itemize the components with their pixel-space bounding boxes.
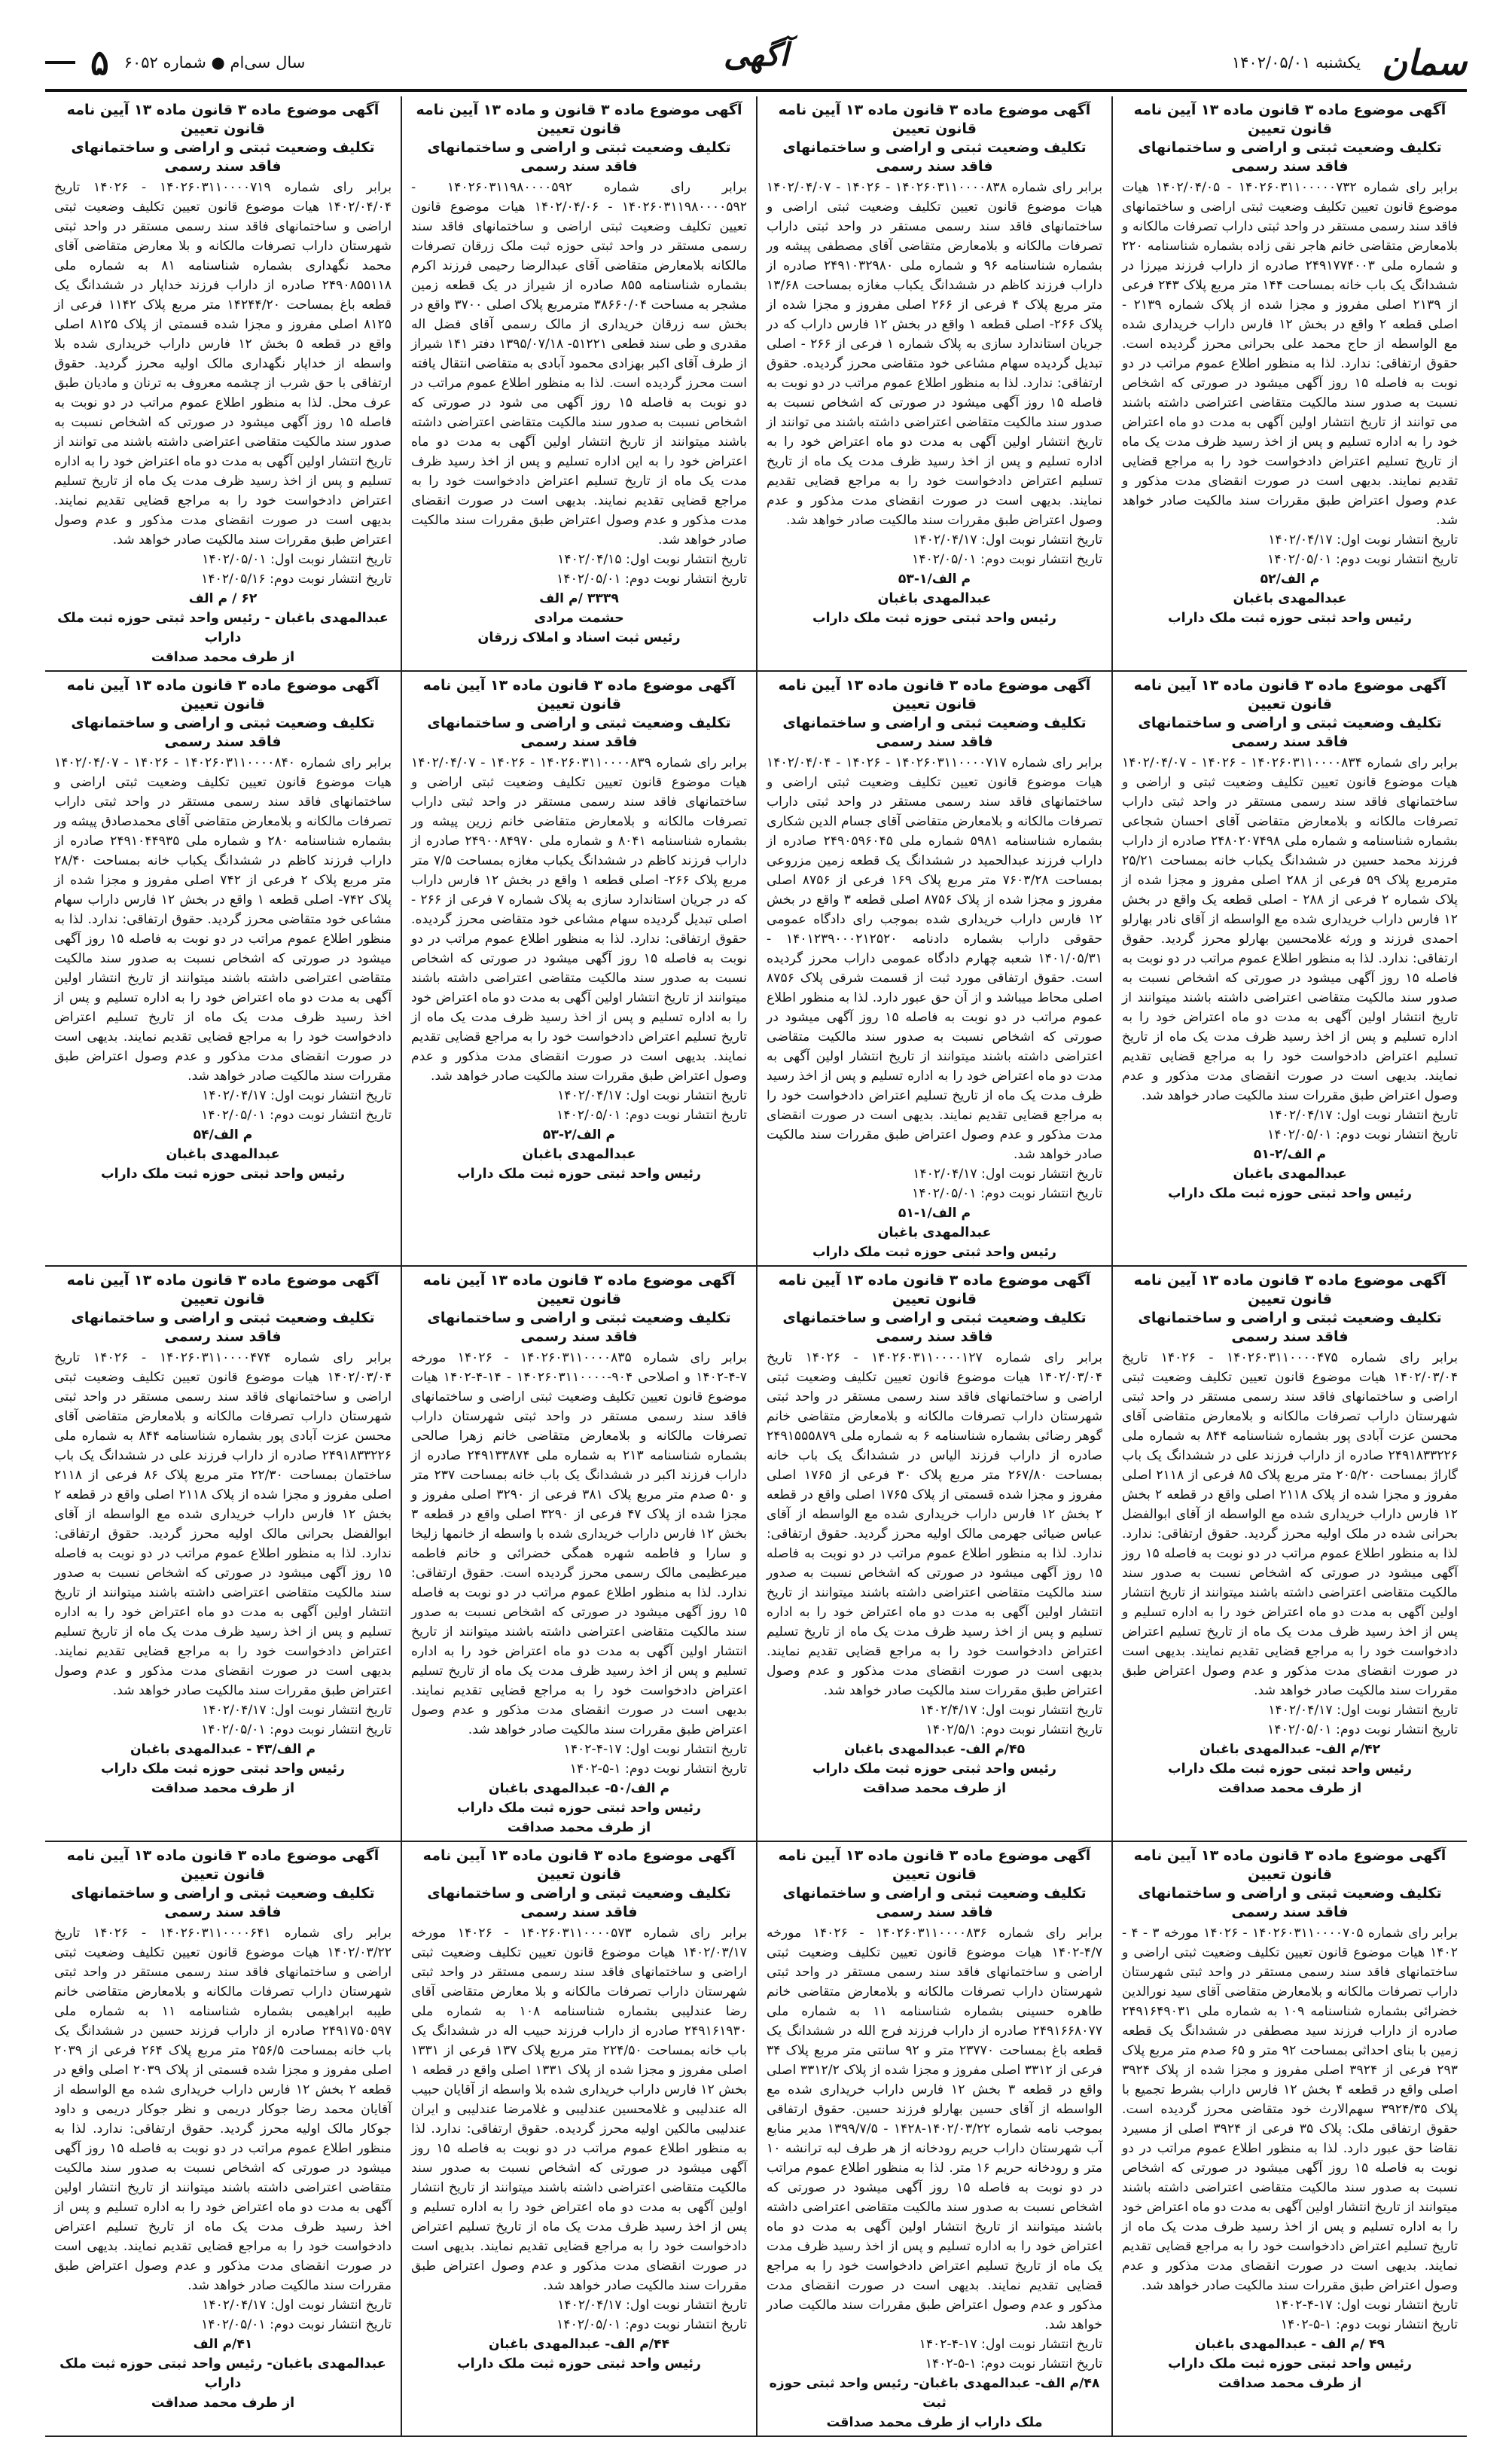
signatory-title: از طرف محمد صداقت xyxy=(151,1781,295,1796)
publish-date: تاریخ انتشار نوبت دوم: ۱۴۰۲/۰۵/۰۱ xyxy=(201,2317,392,2332)
ad-notice xyxy=(756,96,1111,672)
publish-date: تاریخ انتشار نوبت اول: ۱۴۰۲/۰۴/۱۷ xyxy=(913,532,1102,547)
ad-title: آگهی موضوع ماده ۳ قانون ماده ۱۳ آیین نامه قانون تعیین xyxy=(66,1272,380,1307)
signatory-title: از طرف محمد صداقت xyxy=(151,650,295,665)
publish-date: تاریخ انتشار نوبت دوم: ۱۴۰۲/۰۵/۱۶ xyxy=(201,572,392,587)
ad-code: م الف/۱-۵۳ xyxy=(898,572,971,587)
header-dash xyxy=(45,61,75,64)
publish-date: تاریخ انتشار نوبت اول: ۱۴۰۲/۰۴/۱۷ xyxy=(913,1167,1102,1182)
signatory-name: عبدالمهدی باغبان xyxy=(1233,1167,1347,1182)
ad-notice xyxy=(1111,672,1467,1267)
ad-notice xyxy=(756,1267,1111,1842)
ad-notice xyxy=(1111,96,1467,672)
header-right xyxy=(1232,42,1467,83)
ad-body: برابر رای شماره ۱۴۰۲۶۰۳۱۱۰۰۰۰۸۳۶ - ۱۴۰۲۶ مورخه ۴/۷-۱۴۰۲ هیات موضوع قانون تعیین تکلیف وضعیت ثبتی اراضی و ساختمانهای فاقد سند رسمی مستقر در واحد ثبتی شهرستان داراب تصرفات مالکانه و بلامعارض متقاضی خانم طاهره حسینی بشماره شناسنامه ۱۱ به شماره ملی ۲۴۹۱۶۶۸۰۷۷ صادره از داراب فرزند فرج الله در ششدانگ یک قطعه باغ بمساحت ۲۳۷۷۰ متر و ۹۲ سانتی متر مربع پلاک ۳۴ فرعی از ۳۳۱۲ اصلی مفروز و مجزا شده از پلاک ۳۳۱۲/۲ اصلی واقع در قطعه ۳ بخش ۱۲ فارس داراب خریداری شده مع الواسطه از آقای حسین بهارلو فرزند حسین. حقوق ارتفاقی بموجب نامه شماره ۱۴۰۲/۰۳/۲۲-۱۴۲۸ - ۱۳۹۹/۷/۵ مدیر منابع آب شهرستان داراب حریم رودخانه از هر طرف لبه ترانشه ۱۰ متر و رودخانه حریم ۱۶ متر. لذا به منظور اطلاع عموم مراتب در دو نوبت به فاصله ۱۵ روز آگهی میشود در صورتی که اشخاص نسبت به صدور سند مالکیت متقاضی اعتراضی داشته باشند میتوانند از تاریخ انتشار اولین آگهی به مدت دو ماه اعتراض خود را به اداره تسلیم و پس از اخذ رسید ظرف مدت یک ماه از تاریخ تسلیم اعتراض دادخواست خود را به مراجع قضایی تقدیم نمایند. بدیهی است در صورت انقضای مدت مذکور و عدم وصول اعتراض طبق مقررات سند مالکیت صادر خواهد شد. xyxy=(767,1926,1103,2332)
ad-body: برابر رای شماره ۱۴۰۲۶۰۳۱۱۰۰۰۰۷۱۷ - ۱۴۰۲۶ - ۱۴۰۲/۰۴/۰۴ هیات موضوع قانون تعیین تکلیف وضعیت ثبتی اراضی و ساختمانهای فاقد سند رسمی مستقر در واحد ثبتی داراب تصرفات مالکانه و بلامعارض متقاضی آقای جسام الدین شکاری بشماره شناسنامه ۵۹۸۱ شماره ملی ۲۴۹۰۵۹۶۰۴۵ صادره از داراب فرزند عبدالحمید در ششدانگ یک قطعه زمین مزروعی بمساحت ۷۶۰۳/۲۸ متر مربع پلاک ۱۶۹ فرعی از ۸۷۵۶ اصلی مفروز و مجزا شده از پلاک ۸۷۵۶ اصلی قطعه ۳ واقع در بخش ۱۲ فارس داراب خریداری شده بموجب رای دادگاه عمومی حقوقی داراب بشماره دادنامه ۱۴۰۱۲۳۹۰۰۰۲۱۲۵۲۰ - ۱۴۰۱/۰۵/۳۱ شعبه چهارم دادگاه عمومی داراب محرز گردیده است. حقوق ارتفاقی مورد ثبت از قسمت شرقی پلاک ۸۷۵۶ اصلی محاط میباشد و از آن حق عبور دارد. لذا به منظور اطلاع عموم مراتب در دو نوبت به فاصله ۱۵ روز آگهی میشود در صورتی که اشخاص نسبت به صدور سند مالکیت متقاضی اعتراضی داشته باشند میتوانند از تاریخ انتشار اولین آگهی به مدت دو ماه اعتراض خود را به اداره تسلیم و پس از اخذ رسید ظرف مدت یک ماه از تاریخ تسلیم اعتراض دادخواست خود را به مراجع قضایی تقدیم نمایند. بدیهی است در صورت انقضای مدت مذکور و عدم وصول اعتراض طبق مقررات سند مالکیت صادر خواهد شد. xyxy=(767,755,1102,1162)
signatory-title: رئیس واحد ثبتی حوزه ثبت ملک داراب xyxy=(812,1245,1056,1260)
newspaper-logo: سمان xyxy=(1382,42,1467,83)
publish-date: تاریخ انتشار نوبت دوم: ۱۴۰۲/۰۵/۰۱ xyxy=(1267,1722,1458,1737)
ad-title: آگهی موضوع ماده ۳ قانون ماده ۱۳ آیین نامه قانون تعیین xyxy=(422,1272,736,1307)
publish-date: تاریخ انتشار نوبت اول: ۱۴۰۲/۰۴/۱۷ xyxy=(1268,532,1458,547)
ad-code: م الف/۵۴ xyxy=(193,1127,253,1142)
publish-date: تاریخ انتشار نوبت دوم: ۱۴۰۲/۰۵/۰۱ xyxy=(556,1108,747,1123)
publish-date: تاریخ انتشار نوبت اول: ۱۷-۴-۱۴۰۲ xyxy=(1274,2298,1458,2313)
signatory-name: عبدالمهدی باغبان xyxy=(166,1147,280,1162)
ad-subtitle: تکلیف وضعیت ثبتی و اراضی و ساختمانهای فاقد سند رسمی xyxy=(71,139,375,175)
ad-subtitle: تکلیف وضعیت ثبتی و اراضی و ساختمانهای فاقد سند رسمی xyxy=(782,1885,1087,1920)
ad-body: برابر رای شماره ۱۴۰۲۶۰۳۱۱۰۰۰۰۷۰۵ - ۱۴۰۲۶ مورخه ۳ - ۴ - ۱۴۰۲ هیات موضوع قانون تعیین تکلیف وضعیت ثبتی اراضی و ساختمانهای فاقد سند رسمی مستقر در واحد ثبتی شهرستان داراب تصرفات مالکانه و بلامعارض متقاضی آقای سید نورالدین خضرائی بشماره شناسنامه ۱۰۹ به شماره ملی ۲۴۹۱۶۴۹۰۳۱ صادره از داراب فرزند سید مصطفی در ششدانگ یک قطعه زمین با بنای احداثی بمساحت ۹۲ متر و ۶۵ صدم متر مربع پلاک ۲۹۳ فرعی از ۳۹۲۴ اصلی مفروز و مجزا شده از پلاک ۳۹۲۴ اصلی واقع در قطعه ۴ بخش ۱۲ فارس داراب بشرط تجمیع با پلاک ۳۹۲۴/۳۵ سهم‌الارث خود متقاضی محرز گردیده است. حقوق ارتفاقی ملک: پلاک ۳۵ فرعی از ۳۹۲۴ اصلی از مسیرد نقاضا حق عبور دارد. لذا به منظور اطلاع عموم مراتب در دو نوبت به فاصله ۱۵ روز آگهی میشود در صورتی که اشخاص نسبت به صدور سند مالکیت متقاضی اعتراضی داشته باشند میتوانند از تاریخ انتشار اولین آگهی به مدت دو ماه اعتراض خود را به اداره تسلیم و پس از اخذ رسید ظرف مدت یک ماه از تاریخ تسلیم اعتراض دادخواست خود را به مراجع قضایی تقدیم نمایند. بدیهی است در صورت انقضای مدت مذکور و عدم وصول اعتراض طبق مقررات سند مالکیت صادر خواهد شد. xyxy=(1122,1926,1459,2293)
ad-subtitle: تکلیف وضعیت ثبتی و اراضی و ساختمانهای فاقد سند رسمی xyxy=(1138,139,1442,175)
signatory-name: عبدالمهدی باغبان xyxy=(1233,591,1347,606)
ad-subtitle: تکلیف وضعیت ثبتی و اراضی و ساختمانهای فاقد سند رسمی xyxy=(1138,1885,1442,1920)
ad-body: برابر رای شماره ۱۴۰۲۶۰۳۱۱۰۰۰۰۴۷۵ - ۱۴۰۲۶ تاریخ ۱۴۰۲/۰۳/۰۴ هیات موضوع قانون تعیین تکلیف وضعیت ثبتی اراضی و ساختمانهای فاقد سند رسمی مستقر در واحد ثبتی شهرستان داراب تصرفات مالکانه و بلامعارض متقاضی آقای محسن عزت آبادی پور بشماره شناسنامه ۸۴۴ به شماره ملی ۲۴۹۱۸۳۳۲۲۶ صادره از داراب فرزند علی در ششدانگ یک باب گاراژ بمساحت ۲۰۵/۲۰ متر مربع پلاک ۸۵ فرعی از ۲۱۱۸ اصلی مفروز و مجزا شده از پلاک ۲۱۱۸ اصلی واقع در قطعه ۲ بخش ۱۲ فارس داراب خریداری شده مع الواسطه از آقای ابوالفضل بحرانی شده در ملک اولیه محرز گردید. حقوق ارتفاقی: ندارد. لذا به منظور اطلاع عموم مراتب در دو نوبت به فاصله ۱۵ روز آگهی میشود در صورتی که اشخاص نسبت به صدور سند مالکیت متقاضی اعتراضی داشته باشند میتوانند از تاریخ انتشار اولین آگهی به مدت دو ماه اعتراض خود را به اداره تسلیم و پس از اخذ رسید ظرف مدت یک ماه از تاریخ تسلیم اعتراض دادخواست خود را به مراجع قضایی تقدیم نمایند. بدیهی است در صورت انقضای مدت مذکور و عدم وصول اعتراض طبق مقررات سند مالکیت صادر خواهد شد. xyxy=(1122,1350,1458,1698)
signatory-name: عبدالمهدی باغبان xyxy=(877,591,992,606)
header-date: یکشنبه ۱۴۰۲/۰۵/۰۱ xyxy=(1231,53,1361,72)
ad-subtitle: تکلیف وضعیت ثبتی و اراضی و ساختمانهای فاقد سند رسمی xyxy=(782,715,1087,750)
ad-subtitle: تکلیف وضعیت ثبتی و اراضی و ساختمانهای فاقد سند رسمی xyxy=(427,1885,731,1920)
signatory-name: رئیس واحد ثبتی حوزه ثبت ملک داراب xyxy=(100,1761,345,1777)
ad-code: م الف/۵۰- عبدالمهدی باغبان xyxy=(488,1781,670,1796)
publish-date: تاریخ انتشار نوبت دوم: ۱۴۰۲/۰۵/۰۱ xyxy=(556,572,747,587)
ad-title: آگهی موضوع ماده ۳ قانون ماده ۱۳ آیین نامه قانون تعیین xyxy=(778,102,1091,137)
signatory-title: رئیس واحد ثبتی حوزه ثبت ملک داراب xyxy=(1167,1186,1412,1201)
publish-date: تاریخ انتشار نوبت اول: ۱۷-۴-۱۴۰۲ xyxy=(919,2337,1102,2352)
publish-date: تاریخ انتشار نوبت اول: ۱۴۰۲/۰۴/۱۷ xyxy=(1268,1108,1458,1123)
ad-code: ۶۲ / م الف xyxy=(188,591,258,606)
publish-date: تاریخ انتشار نوبت دوم: ۱-۵-۱۴۰۲ xyxy=(925,2356,1102,2371)
signatory-name: عبدالمهدی باغبان xyxy=(877,1225,992,1240)
ad-code: م الف/۵۲ xyxy=(1260,572,1320,587)
publish-date: تاریخ انتشار نوبت اول: ۱۴۰۲/۰۴/۱۷ xyxy=(202,1703,392,1718)
signatory-title: از طرف محمد صداقت xyxy=(507,1820,651,1835)
signatory-title: رئیس واحد ثبتی حوزه ثبت ملک داراب xyxy=(100,1167,345,1182)
ad-code: ۴۹ /م الف - عبدالمهدی باغبان xyxy=(1194,2337,1385,2352)
ad-body: برابر رای شماره ۱۴۰۲۶۰۳۱۱۰۰۰۰۸۳۸ - ۱۴۰۲۶ - ۱۴۰۲/۰۴/۰۷ هیات موضوع قانون تعیین تکلیف وضعیت ثبتی اراضی و ساختمانهای فاقد سند رسمی مستقر در واحد ثبتی داراب تصرفات مالکانه و بلامعارض متقاضی آقای مصطفی پیشه ور بشماره شناسنامه ۹۶ و شماره ملی ۲۴۹۱۰۳۲۹۸۰ صادره از داراب فرزند کاظم در ششدانگ یکباب مغازه بمساحت ۱۳/۶۸ متر مربع پلاک ۴ فرعی از ۲۶۶ اصلی مفروز و مجزا شده از پلاک ۲۶۶- اصلی قطعه ۱ واقع در بخش ۱۲ فارس داراب که در جریان استاندارد سازی به پلاک شماره ۱ فرعی از ۲۶۶ - اصلی تبدیل گردیده سهام مشاعی خود متقاضی محرز گردیده. حقوق ارتفاقی: ندارد. لذا به منظور اطلاع عموم مراتب در دو نوبت به فاصله ۱۵ روز آگهی میشود در صورتی که اشخاص نسبت به صدور سند مالکیت متقاضی اعتراضی داشته باشند می توانند از تاریخ انتشار اولین آگهی به مدت دو ماه اعتراض خود را به اداره تسلیم و پس از اخذ رسید ظرف مدت یک ماه از تاریخ تسلیم اعتراض دادخواست خود را به مراجع قضایی تقدیم نمایند. بدیهی است در صورت انقضای مدت مذکور و عدم وصول اعتراض طبق مقررات سند مالکیت صادر خواهد شد. xyxy=(767,180,1103,528)
signatory-name: رئیس واحد ثبتی حوزه ثبت ملک داراب xyxy=(1167,2356,1412,2371)
signatory-title: از طرف محمد صداقت xyxy=(151,2396,295,2411)
ad-title: آگهی موضوع ماده ۳ قانون ماده ۱۳ آیین نامه قانون تعیین xyxy=(778,677,1091,712)
publish-date: تاریخ انتشار نوبت اول: ۱۴۰۲/۰۴/۱۷ xyxy=(202,2298,392,2313)
signatory-name: عبدالمهدی باغبان - رئیس واحد ثبتی حوزه ثبت ملک داراب xyxy=(57,611,389,645)
ad-title: آگهی موضوع ماده ۳ قانون ماده ۱۳ آیین نامه قانون تعیین xyxy=(1133,1847,1446,1883)
ad-title: آگهی موضوع ماده ۳ قانون ماده ۱۳ آیین نامه قانون تعیین xyxy=(66,677,380,712)
ad-subtitle: تکلیف وضعیت ثبتی و اراضی و ساختمانهای فاقد سند رسمی xyxy=(782,1310,1087,1345)
ad-subtitle: تکلیف وضعیت ثبتی و اراضی و ساختمانهای فاقد سند رسمی xyxy=(71,1885,375,1920)
publish-date: تاریخ انتشار نوبت اول: ۱۴۰۲/۰۴/۱۷ xyxy=(557,2298,747,2313)
header-left xyxy=(45,42,305,83)
ad-title: آگهی موضوع ماده ۳ قانون ماده ۱۳ آیین نامه قانون تعیین xyxy=(1133,677,1446,712)
ad-body: برابر رای شماره ۱۴۰۲۶۰۳۱۱۰۰۰۰۸۳۵ - ۱۴۰۲۶ مورخه ۷-۴-۱۴۰۲ و اصلاحی ۹۰۴-۱۴۰۲۶۰۳۱۱۰۰۰۰ - ۱۴-۴-۱۴۰۲ هیات موضوع قانون تعیین تکلیف وضعیت ثبتی اراضی و ساختمانهای فاقد سند رسمی مستقر در واحد ثبتی شهرستان داراب تصرفات مالکانه و بلامعارض متقاضی خانم زهرا صالحی بشماره شناسنامه ۲۱۳ به شماره ملی ۲۴۹۱۳۳۸۷۴ صادره از داراب فرزند اکبر در ششدانگ یک باب خانه بمساحت ۲۳۷ متر و ۵۰ صدم متر مربع پلاک ۳۸۱ فرعی از ۳۲۹۰ اصلی مفروز و مجزا شده از پلاک ۴۷ فرعی از ۳۲۹۰ اصلی واقع در قطعه ۳ بخش ۱۲ فارس داراب خریداری شده با واسطه از خانمها زلیخا و سارا و فاطمه شهره همگی خضرائی و خانم فاطمه میرعظیمی مالک رسمی محرز گردیده است. حقوق ارتفاقی: ندارد. لذا به منظور اطلاع عموم مراتب در دو نوبت به فاصله ۱۵ روز آگهی میشود در صورتی که اشخاص نسبت به صدور سند مالکیت متقاضی اعتراضی داشته باشند میتوانند از تاریخ انتشار اولین آگهی به مدت دو ماه اعتراض خود را به اداره تسلیم و پس از اخذ رسید ظرف مدت یک ماه از تاریخ تسلیم اعتراض دادخواست خود را به مراجع قضایی تقدیم نمایند. بدیهی است در صورت انقضای مدت مذکور و عدم وصول اعتراض طبق مقررات سند مالکیت صادر خواهد شد. xyxy=(411,1350,748,1737)
signatory-title: رئیس واحد ثبتی حوزه ثبت ملک داراب xyxy=(812,611,1056,626)
ad-code: م الف/۲-۵۳ xyxy=(542,1127,616,1142)
publish-date: تاریخ انتشار نوبت دوم: ۱۴۰۲/۵/۱ xyxy=(925,1722,1102,1737)
ad-subtitle: تکلیف وضعیت ثبتی و اراضی و ساختمانهای فاقد سند رسمی xyxy=(1138,1310,1442,1345)
signatory-title: رئیس واحد ثبتی حوزه ثبت ملک داراب xyxy=(456,1167,701,1182)
ad-title: آگهی موضوع ماده ۳ قانون ماده ۱۳ آیین نامه قانون تعیین xyxy=(66,1847,380,1883)
publish-date: تاریخ انتشار نوبت دوم: ۱۴۰۲/۰۵/۰۱ xyxy=(201,1108,392,1123)
ad-title: آگهی موضوع ماده ۳ قانون و ماده ۱۳ آیین نامه قانون تعیین xyxy=(416,102,742,137)
signatory-name: عبدالمهدی باغبان- رئیس واحد ثبتی حوزه ثبت ملک داراب xyxy=(59,2356,386,2391)
ad-notice xyxy=(401,1267,756,1842)
publish-date: تاریخ انتشار نوبت اول: ۱۴۰۲/۴/۱۷ xyxy=(919,1703,1102,1718)
ad-notice xyxy=(401,1842,756,2437)
signatory-name: رئیس واحد ثبتی حوزه ثبت ملک داراب xyxy=(456,2356,701,2371)
ad-subtitle: تکلیف وضعیت ثبتی و اراضی و ساختمانهای فاقد سند رسمی xyxy=(427,139,731,175)
signatory-title: از طرف محمد صداقت xyxy=(862,1781,1007,1796)
ads-grid xyxy=(45,96,1467,2430)
signatory-name: رئیس واحد ثبتی حوزه ثبت ملک داراب xyxy=(456,1801,701,1816)
ad-notice xyxy=(45,672,401,1267)
ad-notice xyxy=(45,1267,401,1842)
ad-code: ۳۳۳۹ /م الف xyxy=(539,591,619,606)
ad-code: ۴۸/م الف- عبدالمهدی باغبان- رئیس واحد ثبتی حوزه ثبت xyxy=(769,2376,1100,2411)
ad-title: آگهی موضوع ماده ۳ قانون ماده ۱۳ آیین نامه قانون تعیین xyxy=(1133,102,1446,137)
section-title: آگهی xyxy=(723,36,789,73)
ad-body: برابر رای شماره ۱۴۰۲۶۰۳۱۱۰۰۰۰۵۷۳ - ۱۴۰۲۶ مورخه ۱۴۰۲/۰۳/۱۷ هیات موضوع قانون تعیین تکلیف وضعیت ثبتی اراضی و ساختمانهای فاقد سند رسمی مستقر در واحد ثبتی شهرستان داراب تصرفات مالکانه و بلا معارض متقاضی آقای رضا عندلیبی بشماره شناسنامه ۱۰۸ به شماره ملی ۲۴۹۱۶۱۹۳۰ صادره از داراب فرزند حبیب اله در ششدانگ یک باب خانه بمساحت ۲۲۴/۵۰ متر مربع پلاک ۱۳۷ فرعی از ۱۳۳۱ اصلی مفروز و مجزا شده از پلاک ۱۳۳۱ اصلی واقع در قطعه ۱ بخش ۱۲ فارس داراب خریداری شده بلا واسطه از آقایان حبیب اله عندلیبی و غلامحسین عندلیبی و غلامرضا عندلیبی و ایران عندلیبی مالکین اولیه محرز گردیده. حقوق ارتفاقی: ندارد. لذا به منظور اطلاع عموم مراتب در دو نوبت به فاصله ۱۵ روز آگهی میشود در صورتی که اشخاص نسبت به صدور سند مالکیت متقاضی اعتراضی داشته باشند میتوانند از تاریخ انتشار اولین آگهی به مدت دو ماه اعتراض خود را به اداره تسلیم و پس از اخذ رسید ظرف مدت یک ماه از تاریخ تسلیم اعتراض دادخواست خود را به مراجع قضایی تقدیم نمایند. بدیهی است در صورت انقضای مدت مذکور و عدم وصول اعتراض طبق مقررات سند مالکیت صادر خواهد شد. xyxy=(411,1926,748,2293)
ad-code: ۴۱/م الف xyxy=(193,2337,253,2352)
ad-notice xyxy=(1111,1842,1467,2437)
publish-date: تاریخ انتشار نوبت اول: ۱۷-۴-۱۴۰۲ xyxy=(563,1742,747,1757)
publish-date: تاریخ انتشار نوبت اول: ۱۴۰۲/۰۴/۱۷ xyxy=(202,1088,392,1103)
ad-subtitle: تکلیف وضعیت ثبتی و اراضی و ساختمانهای فاقد سند رسمی xyxy=(427,1310,731,1345)
ad-code: م الف/۲-۵۱ xyxy=(1253,1147,1327,1162)
ad-subtitle: تکلیف وضعیت ثبتی و اراضی و ساختمانهای فاقد سند رسمی xyxy=(782,139,1087,175)
signatory-name: عبدالمهدی باغبان xyxy=(522,1147,636,1162)
ad-body: برابر رای شماره ۱۴۰۲۶۰۳۱۱۰۰۰۰۷۱۹ - ۱۴۰۲۶ تاریخ ۱۴۰۲/۰۴/۰۴ هیات موضوع قانون تعیین تکلیف وضعیت ثبتی اراضی و ساختمانهای فاقد سند رسمی مستقر در واحد ثبتی شهرستان داراب تصرفات مالکانه و بلا معارض متقاضی آقای محمد نگهداری بشماره شناسنامه ۸۱ به شماره ملی ۲۴۹۰۸۵۵۱۱۸ صادره از داراب فرزند خداپار در ششدانگ یک قطعه باغ بمساحت ۱۴۲۴۴/۲۰ متر مربع پلاک ۱۱۴۲ فرعی از ۸۱۲۵ اصلی مفروز و مجزا شده قسمتی از پلاک ۸۱۲۵ اصلی واقع در قطعه ۵ بخش ۱۲ فارس داراب خریداری شده بلا واسطه از خداپار نگهداری مالک اولیه محرز گردید. حقوق ارتفاقی با حق شرب از چشمه معروف به ترنان و مادیان طبق عرف محل. لذا به منظور اطلاع عموم مراتب در دو نوبت به فاصله ۱۵ روز آگهی میشود در صورتی که اشخاص نسبت به صدور سند مالکیت متقاضی اعتراضی داشته باشند می توانند از تاریخ انتشار اولین آگهی به مدت دو ماه اعتراض خود را به اداره تسلیم و پس از اخذ رسید ظرف مدت یک ماه از تاریخ تسلیم اعتراض دادخواست خود را به مراجع قضایی تقدیم نمایند. بدیهی است در صورت انقضای مدت مذکور و عدم وصول اعتراض طبق مقررات سند مالکیت صادر خواهد شد. xyxy=(54,180,392,547)
signatory-name: رئیس واحد ثبتی حوزه ثبت ملک داراب xyxy=(812,1761,1056,1777)
publish-date: تاریخ انتشار نوبت دوم: ۱-۵-۱۴۰۲ xyxy=(1280,2317,1458,2332)
ad-subtitle: تکلیف وضعیت ثبتی و اراضی و ساختمانهای فاقد سند رسمی xyxy=(427,715,731,750)
ad-title: آگهی موضوع ماده ۳ قانون ماده ۱۳ آیین نامه قانون تعیین xyxy=(778,1847,1091,1883)
ad-notice xyxy=(401,96,756,672)
ad-body: برابر رای شماره ۱۴۰۲۶۰۳۱۱۰۰۰۰۰۷۳۲ - ۱۴۰۲/۰۴/۰۵ هیات موضوع قانون تعیین تکلیف وضعیت ثبتی اراضی و ساختمانهای فاقد سند رسمی مستقر در واحد ثبتی داراب تصرفات مالکانه و بلامعارض متقاضی خانم هاجر نقی زاده بشماره شناسنامه ۲۲۰ و شماره ملی ۲۴۹۱۷۷۴۰۰۳ صادره از داراب فرزند میرزا در ششدانگ یک باب خانه بمساحت ۱۴۴ متر مربع پلاک ۲۴۳ فرعی از ۲۱۳۹ اصلی مفروز و مجزا شده از پلاک شماره ۲۱۳۹ - اصلی قطعه ۲ واقع در بخش ۱۲ فارس داراب خریداری شده مع الواسطه از حاج محمد علی بحرانی محرز گردیده است. حقوق ارتفاقی: ندارد. لذا به منظور اطلاع عموم مراتب در دو نوبت به فاصله ۱۵ روز آگهی میشود در صورتی که اشخاص نسبت به صدور سند مالکیت متقاضی اعتراضی داشته باشند می توانند از تاریخ انتشار اولین آگهی به مدت دو ماه اعتراض خود را به اداره تسلیم و پس از اخذ رسید ظرف مدت یک ماه از تاریخ تسلیم اعتراض دادخواست خود را به مراجع قضایی تقدیم نمایند. بدیهی است در صورت انقضای مدت مذکور و عدم وصول اعتراض طبق مقررات سند مالکیت صادر خواهد شد. xyxy=(1122,180,1458,528)
ad-code: م الف/۴۳ - عبدالمهدی باغبان xyxy=(130,1742,316,1757)
signatory-name: حشمت مرادی xyxy=(534,611,624,626)
publish-date: تاریخ انتشار نوبت اول: ۱۴۰۲/۰۴/۱۷ xyxy=(1268,1703,1458,1718)
signatory-name: ملک داراب از طرف محمد صداقت xyxy=(826,2415,1043,2430)
signatory-title: از طرف محمد صداقت xyxy=(1218,2376,1362,2391)
publish-date: تاریخ انتشار نوبت دوم: ۱-۵-۱۴۰۲ xyxy=(569,1761,747,1777)
ad-title: آگهی موضوع ماده ۳ قانون ماده ۱۳ آیین نامه قانون تعیین xyxy=(422,677,736,712)
ad-subtitle: تکلیف وضعیت ثبتی و اراضی و ساختمانهای فاقد سند رسمی xyxy=(71,1310,375,1345)
ad-body: برابر رای شماره ۱۴۰۲۶۰۳۱۱۰۰۰۰۴۷۴ - ۱۴۰۲۶ تاریخ ۱۴۰۲/۰۳/۰۴ هیات موضوع قانون تعیین تکلیف وضعیت ثبتی اراضی و ساختمانهای فاقد سند رسمی مستقر در واحد ثبتی شهرستان داراب تصرفات مالکانه و بلامعارض متقاضی آقای محسن عزت آبادی پور بشماره شناسنامه ۸۴۴ به شماره ملی ۲۴۹۱۸۳۳۲۲۶ صادره از داراب فرزند علی در ششدانگ یک باب ساختمان بمساحت ۲۲/۳۰ متر مربع پلاک ۸۶ فرعی از ۲۱۱۸ اصلی مفروز و مجزا شده از پلاک ۲۱۱۸ اصلی واقع در قطعه ۲ بخش ۱۲ فارس داراب خریداری شده مع الواسطه از آقای ابوالفضل بحرانی مالک اولیه محرز گردید. حقوق ارتفاقی: ندارد. لذا به منظور اطلاع عموم مراتب در دو نوبت به فاصله ۱۵ روز آگهی میشود در صورتی که اشخاص نسبت به صدور سند مالکیت متقاضی اعتراضی داشته باشند میتوانند از تاریخ انتشار اولین آگهی به مدت دو ماه اعتراض خود را به اداره تسلیم و پس از اخذ رسید ظرف مدت یک ماه از تاریخ تسلیم اعتراض دادخواست خود را به مراجع قضایی تقدیم نمایند. بدیهی است در صورت انقضای مدت مذکور و عدم وصول اعتراض طبق مقررات سند مالکیت صادر خواهد شد. xyxy=(54,1350,392,1698)
ad-notice xyxy=(401,672,756,1267)
issue-number: سال سی‌ام ● شماره ۶۰۵۲ xyxy=(123,53,306,72)
publish-date: تاریخ انتشار نوبت دوم: ۱۴۰۲/۰۵/۰۱ xyxy=(912,1186,1102,1201)
publish-date: تاریخ انتشار نوبت دوم: ۱۴۰۲/۰۵/۰۱ xyxy=(912,552,1102,567)
publish-date: تاریخ انتشار نوبت دوم: ۱۴۰۲/۰۵/۰۱ xyxy=(201,1722,392,1737)
signatory-title: از طرف محمد صداقت xyxy=(1218,1781,1362,1796)
ad-notice xyxy=(45,96,401,672)
publish-date: تاریخ انتشار نوبت دوم: ۱۴۰۲/۰۵/۰۱ xyxy=(556,2317,747,2332)
signatory-name: رئیس واحد ثبتی حوزه ثبت ملک داراب xyxy=(1167,1761,1412,1777)
ad-body: برابر رای شماره ۱۴۰۲۶۰۳۱۱۰۰۰۰۶۴۱ - ۱۴۰۲۶ تاریخ ۱۴۰۲/۰۳/۲۲ هیات موضوع قانون تعیین تکلیف وضعیت ثبتی اراضی و ساختمانهای فاقد سند رسمی مستقر در واحد ثبتی شهرستان داراب تصرفات مالکانه و بلامعارض متقاضی خانم طیبه ابراهیمی بشماره شناسنامه ۱۱ به شماره ملی ۲۴۹۱۷۵۰۵۹۷ صادره از داراب فرزند حسین در ششدانگ یک باب خانه بمساحت ۲۵۶/۵ متر مربع پلاک ۲۶۴ فرعی از ۲۰۳۹ اصلی مفروز و مجزا شده قسمتی از پلاک ۲۰۳۹ اصلی واقع در قطعه ۲ بخش ۱۲ فارس داراب خریداری شده مع الواسطه از آقایان محمد رضا جوکار دریمی و نظر جوکار دریمی و داود جوکار مالک اولیه محرز گردید. حقوق ارتفاقی: ندارد. لذا به منظور اطلاع عموم مراتب در دو نوبت به فاصله ۱۵ روز آگهی میشود در صورتی که اشخاص نسبت به صدور سند مالکیت متقاضی اعتراضی داشته باشند میتوانند از تاریخ انتشار اولین آگهی به مدت دو ماه اعتراض خود را به اداره تسلیم و پس از اخذ رسید ظرف مدت یک ماه از تاریخ تسلیم اعتراض دادخواست خود را به مراجع قضایی تقدیم نمایند. بدیهی است در صورت انقضای مدت مذکور و عدم وصول اعتراض طبق مقررات سند مالکیت صادر خواهد شد. xyxy=(54,1926,392,2293)
signatory-title: رئیس ثبت اسناد و املاک زرقان xyxy=(477,630,681,645)
publish-date: تاریخ انتشار نوبت اول: ۱۴۰۲/۰۵/۰۱ xyxy=(202,552,392,567)
ad-body: برابر رای شماره ۱۴۰۲۶۰۳۱۱۹۸۰۰۰۰۵۹۲ - ۱۴۰۲۶۰۳۱۱۹۸۰۰۰۰۵۹۲ - ۱۴۰۲/۰۴/۰۶ هیات موضوع قانون تعیین تکلیف وضعیت ثبتی اراضی و ساختمانهای فاقد سند رسمی مستقر در واحد ثبتی حوزه ثبت ملک زرقان تصرفات مالکانه بلامعارض متقاضی آقای عبدالرضا رحیمی فرزند اکرم بشماره شناسنامه ۸۵۵ صادره از شیراز در یک قطعه زمین مشجر به مساحت ۳۸۶۶۰/۰۴ مترمربع پلاک اصلی ۳۷۰۰ واقع در بخش سه زرقان خریداری از مالک رسمی آقای فضل اله مقدری و طی سند قطعی ۵۱۲۲۱- ۱۳۹۵/۰۷/۱۸ دفتر ۱۴۱ شیراز از طرف آقای اکبر بهزادی محمود آبادی به متقاضی انتقال یافته است محرز گردیده است. لذا به منظور اطلاع عموم مراتب در دو نوبت به فاصله ۱۵ روز آگهی می شود در صورتی که اشخاص نسبت به صدور سند مالکیت متقاضی اعتراضی داشته باشند میتوانند از تاریخ انتشار اولین آگهی به مدت دو ماه اعتراض خود را به این اداره تسلیم و پس از اخذ رسید ظرف مدت یک ماه از تاریخ تسلیم اعتراض دادخواست خود را به مراجع قضایی تقدیم نمایند. بدیهی است در صورت انقضای مدت مذکور و عدم وصول اعتراض طبق مقررات سند مالکیت صادر خواهد شد. xyxy=(411,180,748,547)
publish-date: تاریخ انتشار نوبت دوم: ۱۴۰۲/۰۵/۰۱ xyxy=(1267,1127,1458,1142)
ad-code: ۴۵/م الف- عبدالمهدی باغبان xyxy=(843,1742,1026,1757)
publish-date: تاریخ انتشار نوبت اول: ۱۴۰۲/۰۴/۱۷ xyxy=(557,1088,747,1103)
ad-body: برابر رای شماره ۱۴۰۲۶۰۳۱۱۰۰۰۰۱۲۷ - ۱۴۰۲۶ تاریخ ۱۴۰۲/۰۳/۰۴ هیات موضوع قانون تعیین تکلیف وضعیت ثبتی اراضی و ساختمانهای فاقد سند رسمی مستقر در واحد ثبتی شهرستان داراب تصرفات مالکانه و بلامعارض متقاضی خانم گوهر رضائی بشماره شناسنامه ۶ به شماره ملی ۲۴۹۱۵۵۵۸۷۹ صادره از داراب فرزند الیاس در ششدانگ یک باب خانه بمساحت ۲۶۷/۸۰ متر مربع پلاک ۳۰ فرعی از ۱۷۶۵ اصلی مفروز و مجزا شده قسمتی از پلاک ۱۷۶۵ اصلی واقع در قطعه ۲ بخش ۱۲ فارس داراب خریداری شده مع الواسطه از آقای عباس ضیائی جهرمی مالک اولیه محرز گردید. حقوق ارتفاقی: ندارد. لذا به منظور اطلاع عموم مراتب در دو نوبت به فاصله ۱۵ روز آگهی میشود در صورتی که اشخاص نسبت به صدور سند مالکیت متقاضی اعتراضی داشته باشند میتوانند از تاریخ انتشار اولین آگهی به مدت دو ماه اعتراض خود را به اداره تسلیم و پس از اخذ رسید ظرف مدت یک ماه از تاریخ تسلیم اعتراض دادخواست خود را به مراجع قضایی تقدیم نمایند. بدیهی است در صورت انقضای مدت مذکور و عدم وصول اعتراض طبق مقررات سند مالکیت صادر خواهد شد. xyxy=(767,1350,1103,1698)
ad-title: آگهی موضوع ماده ۳ قانون ماده ۱۳ آیین نامه قانون تعیین xyxy=(778,1272,1091,1307)
ad-body: برابر رای شماره ۱۴۰۲۶۰۳۱۱۰۰۰۰۸۴۰ - ۱۴۰۲۶ - ۱۴۰۲/۰۴/۰۷ هیات موضوع قانون تعیین تکلیف وضعیت ثبتی اراضی و ساختمانهای فاقد سند رسمی مستقر در واحد ثبتی داراب تصرفات مالکانه و بلامعارض متقاضی آقای محمدصادق پیشه ور بشماره شناسنامه ۲۸۰ و شماره ملی ۲۴۹۱۰۴۴۹۳۵ صادره از داراب فرزند کاظم در ششدانگ یکباب خانه بمساحت ۲۸/۴۰ متر مربع پلاک ۲ فرعی از ۷۴۲ اصلی مفروز و مجزا شده از پلاک ۷۴۲- اصلی قطعه ۱ واقع در بخش ۱۲ فارس داراب سهام مشاعی خود متقاضی محرز گردید. حقوق ارتفاقی: ندارد. لذا به منظور اطلاع عموم مراتب در دو نوبت به فاصله ۱۵ روز آگهی میشود در صورتی که اشخاص نسبت به صدور سند مالکیت متقاضی اعتراضی داشته باشند میتوانند از تاریخ انتشار اولین آگهی به مدت دو ماه اعتراض خود را به اداره تسلیم و پس از اخذ رسید ظرف مدت یک ماه از تاریخ تسلیم اعتراض دادخواست خود را به مراجع قضایی تقدیم نمایند. بدیهی است در صورت انقضای مدت مذکور و عدم وصول اعتراض طبق مقررات سند مالکیت صادر خواهد شد. xyxy=(54,755,392,1084)
ad-body: برابر رای شماره ۱۴۰۲۶۰۳۱۱۰۰۰۰۸۳۴ - ۱۴۰۲۶ - ۱۴۰۲/۰۴/۰۷ هیات موضوع قانون تعیین تکلیف وضعیت ثبتی و اراضی و ساختمانهای فاقد سند رسمی مستقر در واحد ثبتی داراب تصرفات مالکانه و بلامعارض متقاضی آقای احسان شجاعی بشماره شناسنامه و شماره ملی ۲۴۸۰۲۰۷۴۹۸ صادره از داراب فرزند محمد حسین در ششدانگ یکباب خانه بمساحت ۲۵/۲۱ مترمربع پلاک ۵۹ فرعی از ۲۸۸ اصلی مفروز و مجزا شده از پلاک شماره ۲ فرعی از ۲۸۸ - اصلی قطعه یک واقع در بخش ۱۲ فارس داراب خریداری شده مع الواسطه از آقای نادر بهارلو احمدی فرزند و ورثه غلامحسین بهارلو محرز گردید. حقوق ارتفاقی: ندارد. لذا به منظور اطلاع عموم مراتب در دو نوبت به فاصله ۱۵ روز آگهی میشود در صورتی که اشخاص نسبت به صدور سند مالکیت متقاضی اعتراضی داشته باشند میتوانند از تاریخ انتشار اولین آگهی به مدت دو ماه اعتراض خود را به اداره تسلیم و پس از اخذ رسید ظرف مدت یک ماه از تاریخ تسلیم اعتراض دادخواست خود را به مراجع قضایی تقدیم نمایند. بدیهی است در صورت انقضای مدت مذکور و عدم وصول اعتراض طبق مقررات سند مالکیت صادر خواهد شد. xyxy=(1122,755,1459,1103)
ad-body: برابر رای شماره ۱۴۰۲۶۰۳۱۱۰۰۰۰۸۳۹ - ۱۴۰۲۶ - ۱۴۰۲/۰۴/۰۷ هیات موضوع قانون تعیین تکلیف وضعیت ثبتی اراضی و ساختمانهای فاقد سند رسمی مستقر در واحد ثبتی داراب تصرفات مالکانه و بلامعارض متقاضی خانم زرین پیشه ور بشماره شناسنامه ۸۰۴۱ و شماره ملی ۲۴۹۰۰۸۴۹۷۰ صادره از داراب فرزند کاظم در ششدانگ یکباب مغازه بمساحت ۷/۵ متر مربع پلاک ۲۶۶- اصلی قطعه ۱ واقع در بخش ۱۲ فارس داراب که در جریان استاندارد سازی به پلاک شماره ۷ فرعی از ۲۶۶ - اصلی تبدیل گردیده سهام مشاعی خود متقاضی محرز گردیده. حقوق ارتفاقی: ندارد. لذا به منظور اطلاع عموم مراتب در دو نوبت به فاصله ۱۵ روز آگهی میشود در صورتی که اشخاص نسبت به صدور سند مالکیت متقاضی اعتراضی داشته باشند میتوانند از تاریخ انتشار اولین آگهی به مدت دو ماه اعتراض خود را به اداره تسلیم و پس از اخذ رسید ظرف مدت یک ماه از تاریخ تسلیم اعتراض دادخواست خود را به مراجع قضایی تقدیم نمایند. بدیهی است در صورت انقضای مدت مذکور و عدم وصول اعتراض طبق مقررات سند مالکیت صادر خواهد شد. xyxy=(411,755,747,1084)
publish-date: تاریخ انتشار نوبت دوم: ۱۴۰۲/۰۵/۰۱ xyxy=(1267,552,1458,567)
page-header xyxy=(45,36,1467,92)
publish-date: تاریخ انتشار نوبت اول: ۱۴۰۲/۰۴/۱۵ xyxy=(557,552,747,567)
signatory-title: رئیس واحد ثبتی حوزه ثبت ملک داراب xyxy=(1167,611,1412,626)
ad-title: آگهی موضوع ماده ۳ قانون ماده ۱۳ آیین نامه قانون تعیین xyxy=(66,102,380,137)
ad-title: آگهی موضوع ماده ۳ قانون ماده ۱۳ آیین نامه قانون تعیین xyxy=(422,1847,736,1883)
ad-notice xyxy=(756,1842,1111,2437)
ad-code: م الف/۱-۵۱ xyxy=(898,1206,971,1221)
ad-code: ۴۲/م الف- عبدالمهدی باغبان xyxy=(1199,1742,1381,1757)
ad-title: آگهی موضوع ماده ۳ قانون ماده ۱۳ آیین نامه قانون تعیین xyxy=(1133,1272,1446,1307)
ad-subtitle: تکلیف وضعیت ثبتی و اراضی و ساختمانهای فاقد سند رسمی xyxy=(71,715,375,750)
ad-notice xyxy=(45,1842,401,2437)
ad-notice xyxy=(1111,1267,1467,1842)
ad-subtitle: تکلیف وضعیت ثبتی و اراضی و ساختمانهای فاقد سند رسمی xyxy=(1138,715,1442,750)
ad-notice xyxy=(756,672,1111,1267)
ad-code: ۴۴/م الف- عبدالمهدی باغبان xyxy=(488,2337,670,2352)
page-number: ۵ xyxy=(90,42,109,83)
